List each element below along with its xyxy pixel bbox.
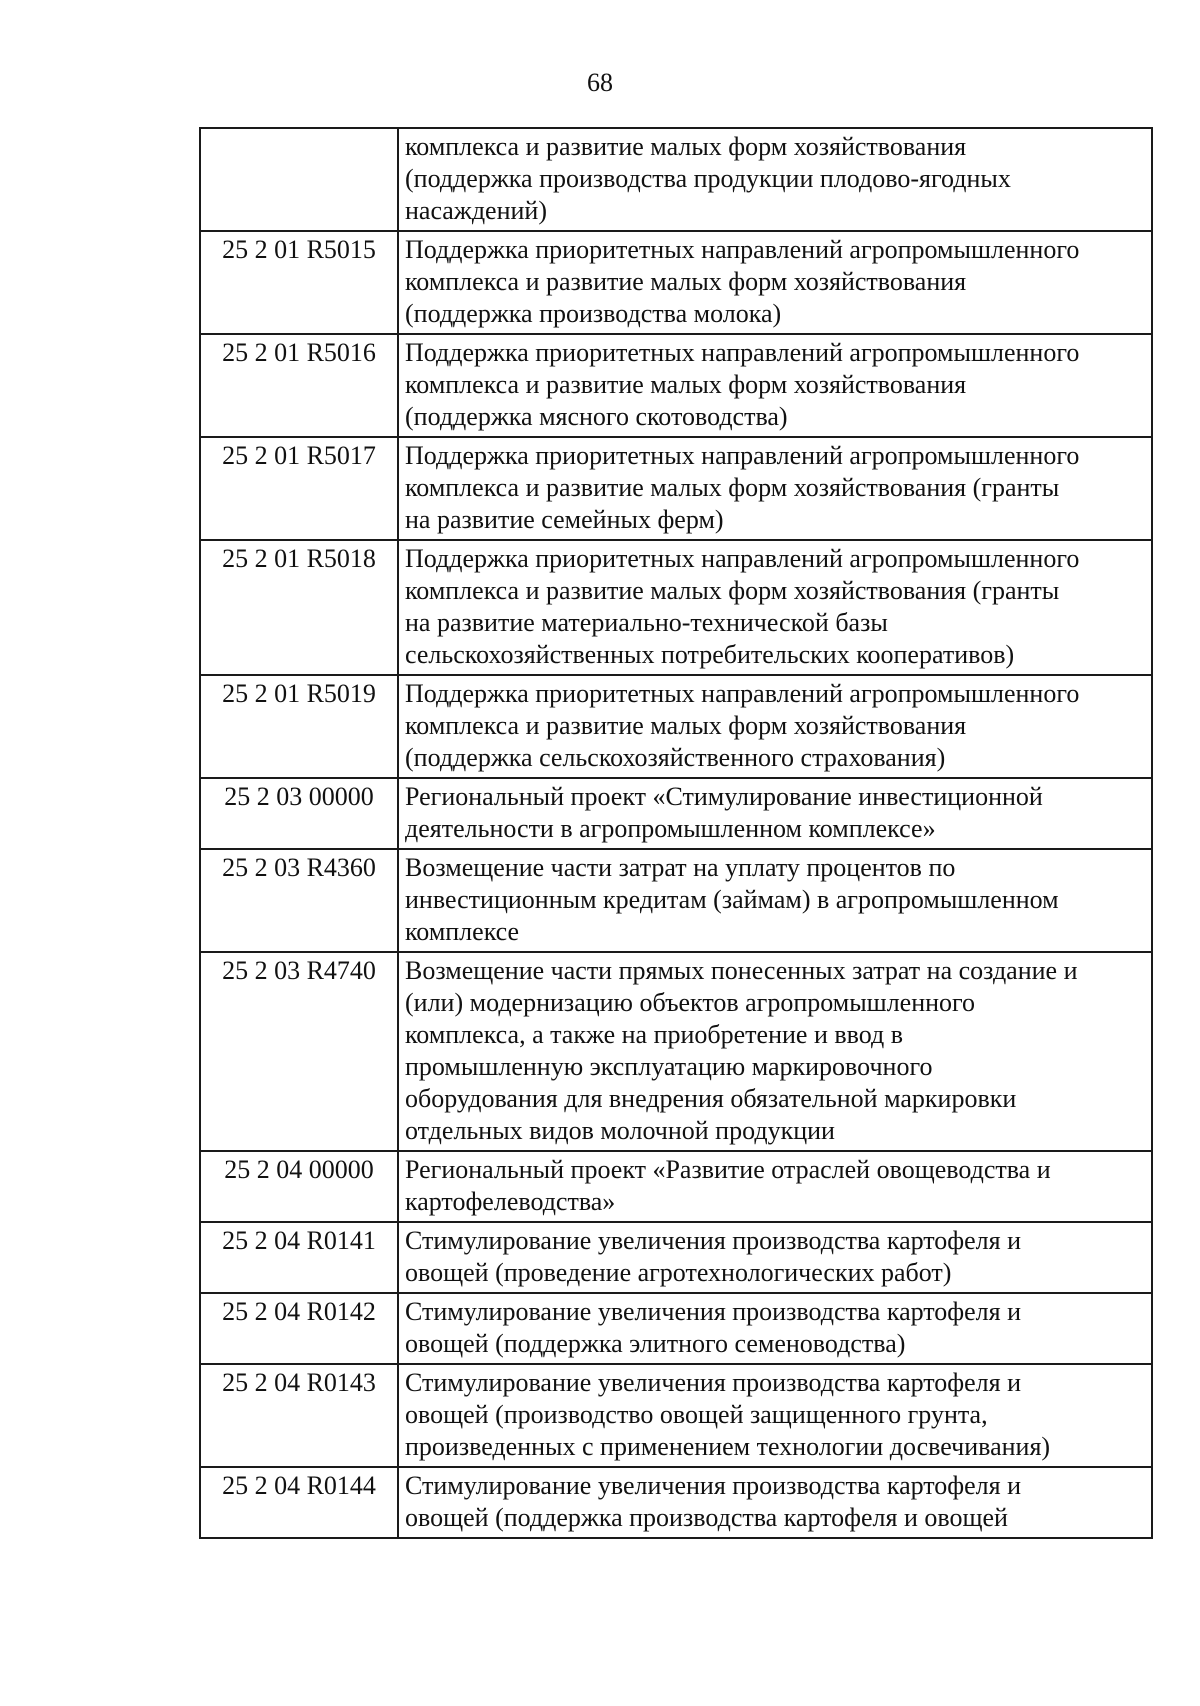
description-cell bbox=[398, 1151, 1152, 1222]
budget-classification-table bbox=[199, 127, 1153, 1539]
description-text: комплекса и развитие малых форм хозяйствования (поддержка производства продукции плодово-ягодных насаждений) bbox=[405, 132, 1011, 225]
description-cell bbox=[398, 849, 1152, 952]
description-cell bbox=[398, 1222, 1152, 1293]
description-text: Стимулирование увеличения производства картофеля и овощей (поддержка элитного семеноводства) bbox=[405, 1297, 1022, 1358]
table-row bbox=[200, 1151, 1152, 1222]
code-cell: 25 2 01 R5016 bbox=[200, 334, 398, 437]
code-cell: 25 2 04 R0143 bbox=[200, 1364, 398, 1467]
description-cell bbox=[398, 128, 1152, 231]
table-row bbox=[200, 437, 1152, 540]
code-cell: 25 2 03 R4740 bbox=[200, 952, 398, 1151]
description-text: Поддержка приоритетных направлений агропромышленного комплекса и развитие малых форм хозяйствования (поддержка мясного скотоводства) bbox=[405, 338, 1080, 431]
code-cell: 25 2 04 00000 bbox=[200, 1151, 398, 1222]
description-text: Возмещение части затрат на уплату процентов по инвестиционным кредитам (займам) в агропромышленном комплексе bbox=[405, 853, 1059, 946]
description-cell bbox=[398, 1364, 1152, 1467]
description-text: Стимулирование увеличения производства картофеля и овощей (производство овощей защищенного грунта, произведенных с применением технологии досвечивания) bbox=[405, 1368, 1051, 1461]
description-cell bbox=[398, 952, 1152, 1151]
code-cell: 25 2 01 R5019 bbox=[200, 675, 398, 778]
table-row bbox=[200, 334, 1152, 437]
description-text: Поддержка приоритетных направлений агропромышленного комплекса и развитие малых форм хозяйствования (гранты на развитие материально-технической базы сельскохозяйственных потребительских кооперативов) bbox=[405, 544, 1080, 669]
code-cell: 25 2 01 R5017 bbox=[200, 437, 398, 540]
description-cell bbox=[398, 778, 1152, 849]
description-cell bbox=[398, 437, 1152, 540]
table-row bbox=[200, 1364, 1152, 1467]
description-cell bbox=[398, 1467, 1152, 1538]
description-text: Поддержка приоритетных направлений агропромышленного комплекса и развитие малых форм хозяйствования (гранты на развитие семейных ферм) bbox=[405, 441, 1080, 534]
table-row bbox=[200, 778, 1152, 849]
table-body bbox=[200, 128, 1152, 1538]
code-cell: 25 2 01 R5018 bbox=[200, 540, 398, 675]
code-cell: 25 2 01 R5015 bbox=[200, 231, 398, 334]
description-text: Региональный проект «Стимулирование инвестиционной деятельности в агропромышленном комплексе» bbox=[405, 782, 1043, 843]
table-row bbox=[200, 128, 1152, 231]
description-text: Поддержка приоритетных направлений агропромышленного комплекса и развитие малых форм хозяйствования (поддержка производства молока) bbox=[405, 235, 1080, 328]
description-text: Региональный проект «Развитие отраслей овощеводства и картофелеводства» bbox=[405, 1155, 1051, 1216]
code-cell: 25 2 03 00000 bbox=[200, 778, 398, 849]
table-row bbox=[200, 231, 1152, 334]
description-text: Стимулирование увеличения производства картофеля и овощей (поддержка производства картофеля и овощей bbox=[405, 1471, 1022, 1532]
description-text: Возмещение части прямых понесенных затрат на создание и (или) модернизацию объектов агропромышленного комплекса, а также на приобретение и ввод в промышленную эксплуатацию маркировочного оборудования для внедрения обязательной маркировки отдельных видов молочной продукции bbox=[405, 956, 1078, 1145]
table-row bbox=[200, 675, 1152, 778]
description-cell bbox=[398, 1293, 1152, 1364]
table-row bbox=[200, 849, 1152, 952]
description-cell bbox=[398, 231, 1152, 334]
page-number: 68 bbox=[587, 68, 613, 97]
description-cell bbox=[398, 334, 1152, 437]
code-cell: 25 2 03 R4360 bbox=[200, 849, 398, 952]
description-text: Стимулирование увеличения производства картофеля и овощей (проведение агротехнологических работ) bbox=[405, 1226, 1022, 1287]
code-cell: 25 2 04 R0142 bbox=[200, 1293, 398, 1364]
table-row bbox=[200, 1222, 1152, 1293]
code-cell: 25 2 04 R0144 bbox=[200, 1467, 398, 1538]
description-text: Поддержка приоритетных направлений агропромышленного комплекса и развитие малых форм хозяйствования (поддержка сельскохозяйственного страхования) bbox=[405, 679, 1080, 772]
table-row bbox=[200, 1467, 1152, 1538]
table-row bbox=[200, 540, 1152, 675]
code-cell bbox=[200, 128, 398, 231]
description-cell bbox=[398, 675, 1152, 778]
description-cell bbox=[398, 540, 1152, 675]
code-cell: 25 2 04 R0141 bbox=[200, 1222, 398, 1293]
table-row bbox=[200, 952, 1152, 1151]
table-row bbox=[200, 1293, 1152, 1364]
